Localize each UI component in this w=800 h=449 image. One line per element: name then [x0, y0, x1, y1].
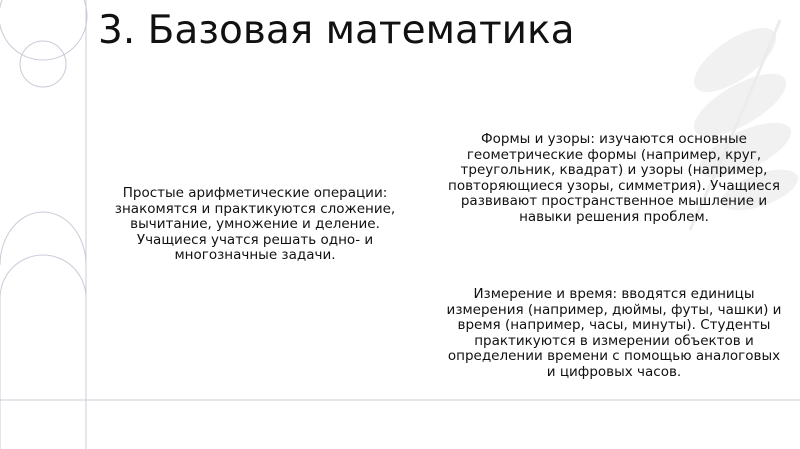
shapes-text-block: Формы и узоры: изучаются основные геометрические формы (например, круг, треугольник, квадрат) и узоры (например, повторяющиеся узоры, симметрия). Учащиеся развивают пространственное мышление и навыки решения проблем. [448, 131, 780, 225]
arithmetic-text-block: Простые арифметические операции: знакомятся и практикуются сложение, вычитание, умножение и деление. Учащиеся учатся решать одно- и многозначные задачи. [114, 185, 396, 264]
measurement-text-block: Измерение и время: вводятся единицы измерения (например, дюймы, футы, чашки) и время (например, часы, минуты). Студенты практикуются в измерении объектов и определении времени с помощью аналоговых и цифровых часов. [446, 286, 782, 380]
slide-title: 3. Базовая математика [98, 8, 575, 53]
